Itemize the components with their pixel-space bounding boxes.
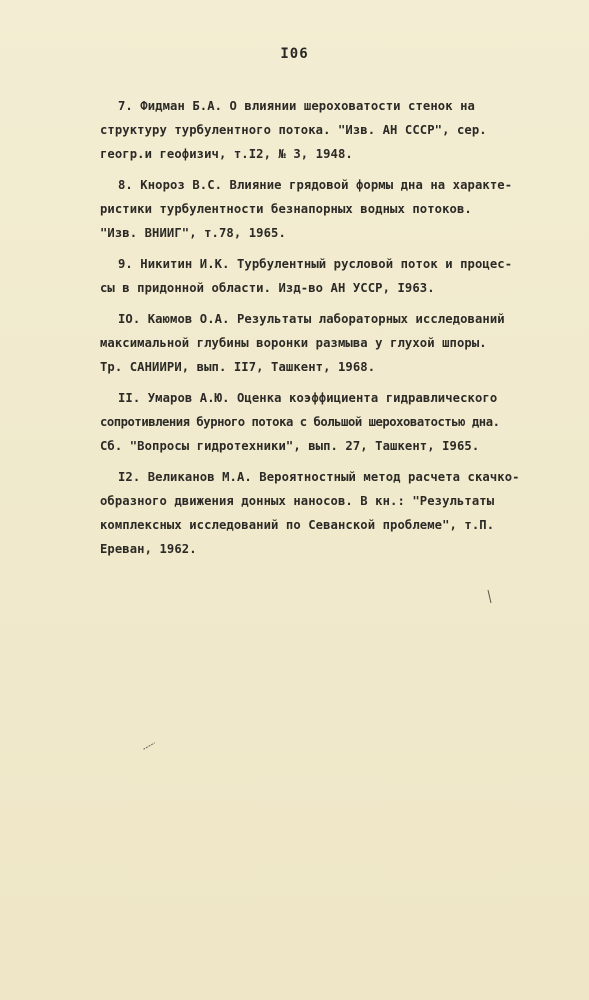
stray-pen-mark — [487, 590, 493, 607]
stray-pen-mark — [139, 735, 158, 754]
stray-mark-icon — [487, 590, 493, 604]
reference-line: I2. Великанов М.А. Вероятностный метод расчета скачко- — [118, 470, 520, 484]
reference-line: максимальной глубины воронки размыва у глухой шпоры. — [100, 336, 487, 350]
reference-line: IO. Каюмов О.А. Результаты лабораторных исследований — [118, 312, 505, 326]
reference-line: образного движения донных наносов. В кн.: "Результаты — [100, 494, 495, 508]
reference-item-11 — [100, 386, 576, 458]
reference-line: 8. Кнороз В.С. Влияние грядовой формы дна на характе- — [118, 178, 513, 192]
reference-list — [100, 94, 576, 568]
reference-line: 9. Никитин И.К. Турбулентный русловой поток и процес- — [118, 257, 513, 271]
reference-item-12 — [100, 465, 576, 561]
stray-mark-icon — [142, 740, 157, 752]
reference-item-8 — [100, 173, 576, 245]
reference-line: Тр. САНИИРИ, вып. II7, Ташкент, 1968. — [100, 360, 376, 374]
reference-line: 7. Фидман Б.А. О влиянии шероховатости стенок на — [118, 99, 475, 113]
reference-line: сы в придонной области. Изд-во АН УССР, I963. — [100, 281, 435, 295]
reference-line: комплексных исследований по Севанской проблеме", т.П. — [100, 518, 495, 532]
reference-item-7 — [100, 94, 576, 166]
page-number: I06 — [280, 46, 309, 62]
reference-line: ристики турбулентности безнапорных водных потоков. — [100, 202, 472, 216]
reference-line: Ереван, 1962. — [100, 542, 197, 556]
reference-item-9 — [100, 252, 576, 300]
reference-line: сопротивления бурного потока с большой шероховатостью дна. — [100, 415, 500, 429]
reference-line: геогр.и геофизич, т.I2, № 3, 1948. — [100, 147, 353, 161]
reference-line: Сб. "Вопросы гидротехники", вып. 27, Ташкент, I965. — [100, 439, 480, 453]
reference-item-10 — [100, 307, 576, 379]
reference-line: II. Умаров А.Ю. Оценка коэффициента гидравлического — [118, 391, 498, 405]
reference-line: структуру турбулентного потока. "Изв. АН СССР", сер. — [100, 123, 487, 137]
reference-line: "Изв. ВНИИГ", т.78, 1965. — [100, 226, 286, 240]
